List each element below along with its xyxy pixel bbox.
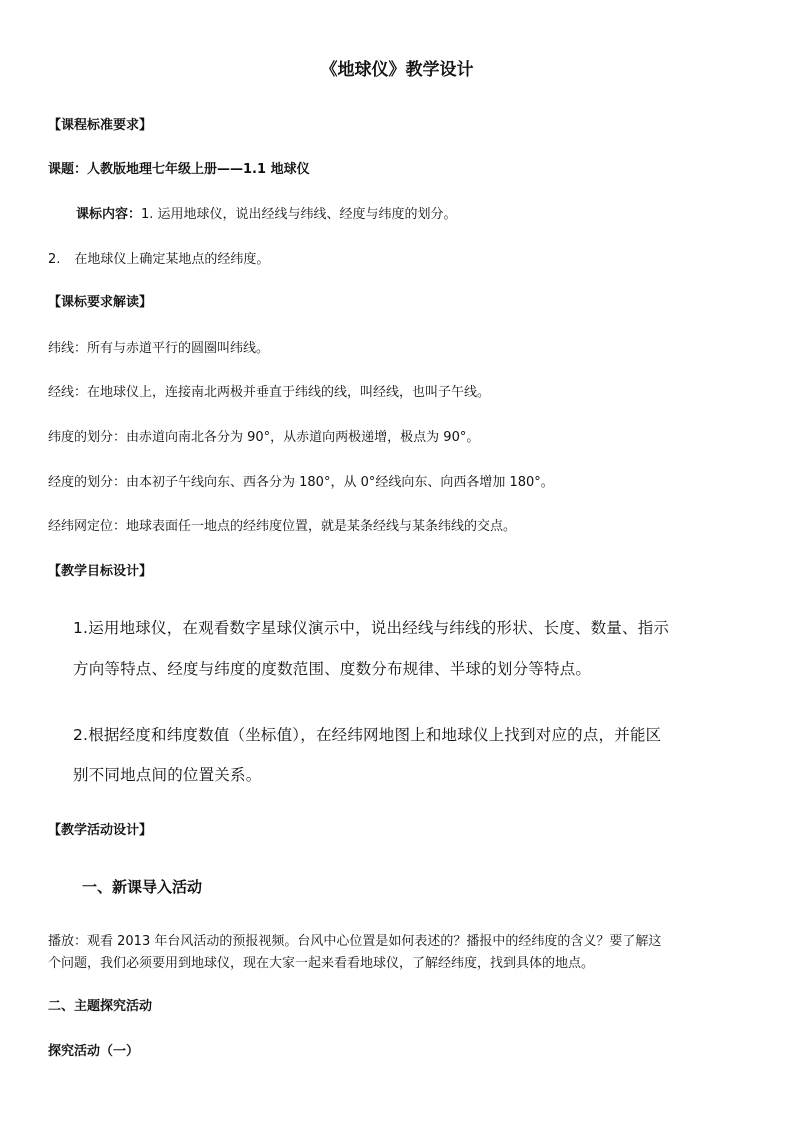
interp-longitude-line: 经线：在地球仪上，连接南北两极并垂直于纬线的线，叫经线，也叫子午线。 <box>48 385 491 400</box>
standard-item-2: 在地球仪上确定某地点的经纬度。 <box>74 252 270 267</box>
interp-latitude-division: 纬度的划分：由赤道向南北各分为 90°，从赤道向两极递增，极点为 90°。 <box>48 430 480 445</box>
page-title: 《地球仪》教学设计 <box>320 60 474 80</box>
goal-2-line-a: 2.根据经度和纬度数值（坐标值），在经纬网地图上和地球仪上找到对应的点，并能区 <box>73 726 662 744</box>
activity-1-para-line-2: 个问题，我们必须要用到地球仪，现在大家一起来看看地球仪，了解经纬度，找到具体的地点。 <box>48 956 595 971</box>
activity-1-title: 一、新课导入活动 <box>82 878 203 896</box>
standard-line-1 <box>76 207 457 223</box>
heading-activities: 【教学活动设计】 <box>48 823 153 838</box>
heading-interpretation: 【课标要求解读】 <box>48 295 153 310</box>
standard-item-2-num: 2. <box>48 252 61 267</box>
activity-2-subtitle: 探究活动（一） <box>48 1044 140 1059</box>
goal-2-line-b: 别不同地点间的位置关系。 <box>73 766 262 784</box>
standard-line-2 <box>48 252 269 268</box>
interp-latitude-line: 纬线：所有与赤道平行的圆圈叫纬线。 <box>48 341 270 356</box>
activity-1-para-line-1: 播放：观看 2013 年台风活动的预报视频。台风中心位置是如何表述的？播报中的经纬度的含义？要了解这 <box>48 934 662 949</box>
heading-curriculum: 【课程标准要求】 <box>48 118 153 133</box>
goal-1-line-b: 方向等特点、经度与纬度的度数范围、度数分布规律、半球的划分等特点。 <box>73 660 592 678</box>
standard-item-1: 1. 运用地球仪，说出经线与纬线、经度与纬度的划分。 <box>141 207 457 222</box>
topic-line <box>48 162 310 178</box>
standard-label: 课标内容： <box>76 207 142 222</box>
interp-grid-location: 经纬网定位：地球表面任一地点的经纬度位置，就是某条经线与某条纬线的交点。 <box>48 519 517 534</box>
topic-text: 人教版地理七年级上册——1.1 地球仪 <box>87 162 310 177</box>
topic-label: 课题： <box>48 162 88 177</box>
activity-2-title: 二、主题探究活动 <box>48 999 153 1014</box>
heading-goals: 【教学目标设计】 <box>48 564 153 579</box>
interp-longitude-division: 经度的划分：由本初子午线向东、西各分为 180°，从 0°经线向东、向西各增加 180°。 <box>48 475 554 490</box>
goal-1-line-a: 1.运用地球仪，在观看数字星球仪演示中，说出经线与纬线的形状、长度、数量、指示 <box>73 619 670 637</box>
